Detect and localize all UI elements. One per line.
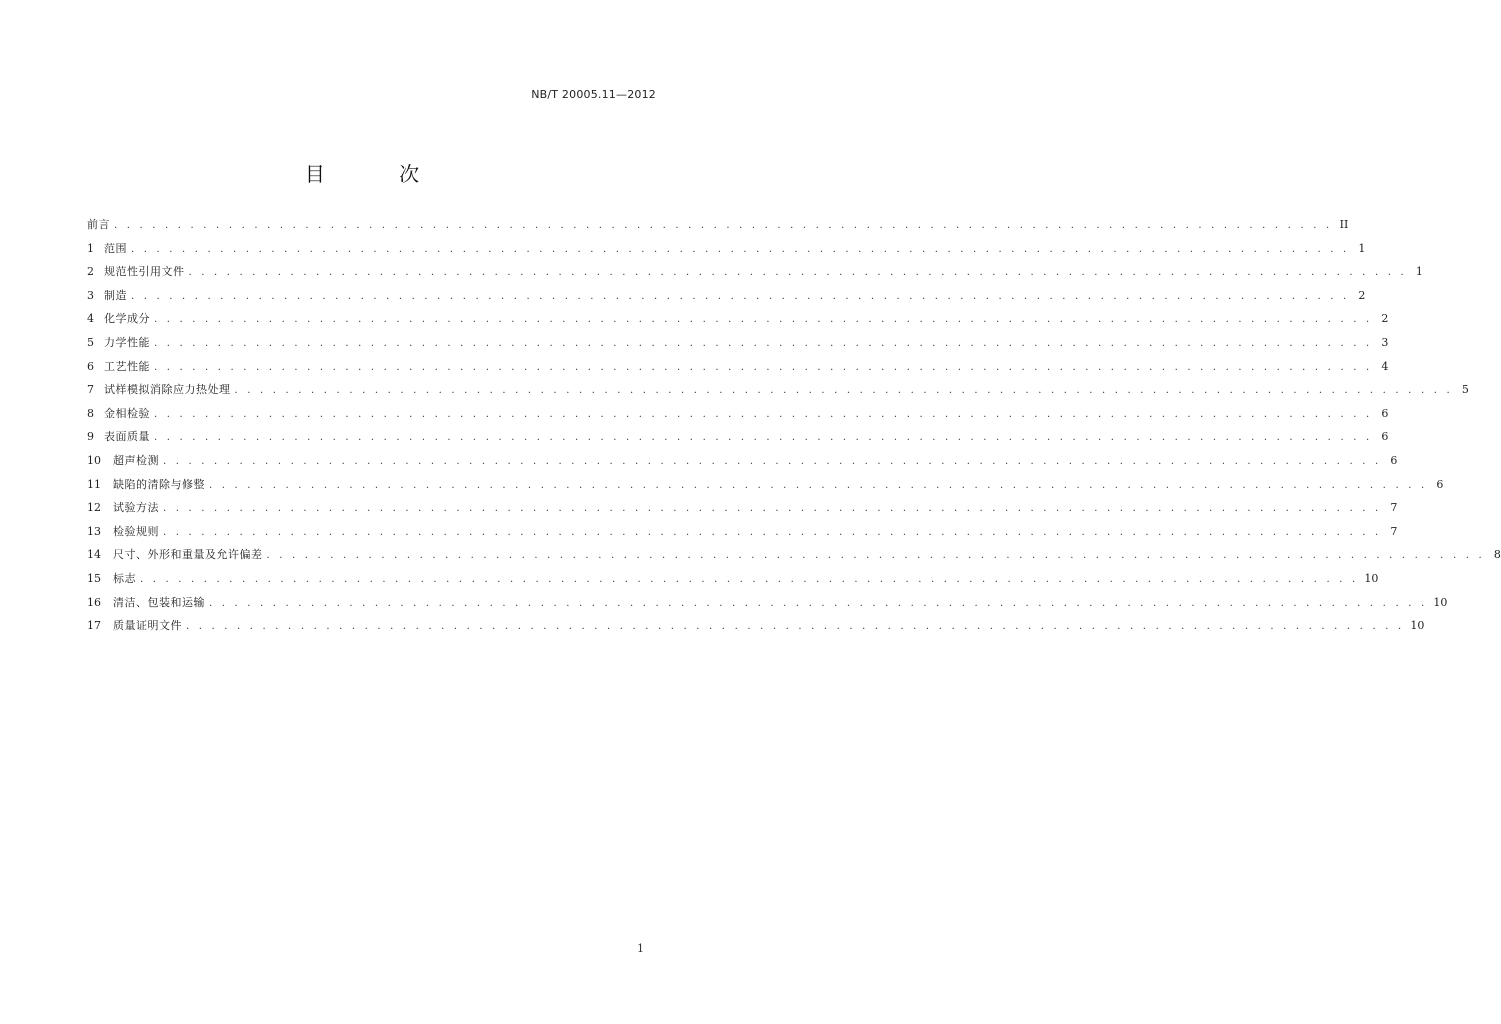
toc-entry-page: 6 <box>1381 406 1389 420</box>
toc-entry-page: 7 <box>1390 524 1398 538</box>
toc-leader-dots: . . . . . . . . . . . . . . . . . . . . . . . . . . . . . . . . . . . . . . . . . . . . . . . . . . . . . . . . . . . . . . . . . . . . . . . . . . . . . . . . . . . . . . . . . . . . . . . . <box>154 314 1373 326</box>
toc-entry-number: 16 <box>87 595 101 609</box>
toc-entry-number: 4 <box>87 312 94 326</box>
toc-entry-page: 10 <box>1364 571 1379 585</box>
toc-leader-dots: . . . . . . . . . . . . . . . . . . . . . . . . . . . . . . . . . . . . . . . . . . . . . . . . . . . . . . . . . . . . . . . . . . . . . . . . . . . . . . . . . . . . . . . . . . . . . . . . <box>154 408 1373 420</box>
page-title: 目 次 <box>304 162 454 186</box>
toc-entry-label: 标志 <box>113 571 136 585</box>
toc-entry-page: 3 <box>1381 335 1389 349</box>
toc-leader-dots: . . . . . . . . . . . . . . . . . . . . . . . . . . . . . . . . . . . . . . . . . . . . . . . . . . . . . . . . . . . . . . . . . . . . . . . . . . . . . . . . . . . . . . . . . . . . . . . . <box>154 432 1373 444</box>
toc-entry-label: 制造 <box>104 288 127 302</box>
toc-entry-label: 试样模拟消除应力热处理 <box>104 383 231 397</box>
toc-leader-dots: . . . . . . . . . . . . . . . . . . . . . . . . . . . . . . . . . . . . . . . . . . . . . . . . . . . . . . . . . . . . . . . . . . . . . . . . . . . . . . . . . . . . . . . . . . . . . . . . <box>131 243 1350 255</box>
toc-entry-14[interactable] <box>87 546 1501 570</box>
page-number: 1 <box>637 942 644 955</box>
toc-leader-dots: . . . . . . . . . . . . . . . . . . . . . . . . . . . . . . . . . . . . . . . . . . . . . . . . . . . . . . . . . . . . . . . . . . . . . . . . . . . . . . . . . . . . . . . . . . . . . . . . <box>163 455 1382 467</box>
toc-entry-4[interactable] <box>87 310 1389 334</box>
toc-entry-label: 工艺性能 <box>104 359 150 373</box>
toc-entry-number: 10 <box>87 453 101 467</box>
toc-leader-dots: . . . . . . . . . . . . . . . . . . . . . . . . . . . . . . . . . . . . . . . . . . . . . . . . . . . . . . . . . . . . . . . . . . . . . . . . . . . . . . . . . . . . . . . . . . . . . . . . <box>154 337 1373 349</box>
toc-entry-3[interactable] <box>87 287 1366 311</box>
toc-entry-page: 6 <box>1436 477 1444 491</box>
toc-entry-page: 2 <box>1358 288 1366 302</box>
toc-entry-8[interactable] <box>87 405 1389 429</box>
toc-entry-number: 6 <box>87 359 94 373</box>
toc-entry-foreword[interactable] <box>87 216 1349 240</box>
toc-entry-13[interactable] <box>87 523 1398 547</box>
toc-entry-page: 5 <box>1461 383 1469 397</box>
toc-entry-label: 前言 <box>87 218 110 231</box>
toc-entry-label: 超声检测 <box>113 453 159 467</box>
toc-entry-7[interactable] <box>87 381 1469 405</box>
toc-entry-label: 质量证明文件 <box>113 619 182 633</box>
toc-leader-dots: . . . . . . . . . . . . . . . . . . . . . . . . . . . . . . . . . . . . . . . . . . . . . . . . . . . . . . . . . . . . . . . . . . . . . . . . . . . . . . . . . . . . . . . . . . . . . . . . <box>131 290 1350 302</box>
toc-entry-6[interactable] <box>87 358 1389 382</box>
toc-entry-number: 9 <box>87 430 94 444</box>
toc-entry-number: 1 <box>87 241 94 255</box>
toc-entry-label: 化学成分 <box>104 312 150 326</box>
toc-entry-number: 13 <box>87 524 101 538</box>
toc-entry-label: 范围 <box>104 241 127 255</box>
toc-entry-label: 缺陷的清除与修整 <box>113 477 205 491</box>
toc-entry-page: II <box>1339 218 1349 231</box>
toc-entry-16[interactable] <box>87 594 1448 618</box>
toc-entry-number: 17 <box>87 619 101 633</box>
toc-entry-number: 3 <box>87 288 94 302</box>
toc-entry-number: 7 <box>87 383 94 397</box>
toc-entry-number: 14 <box>87 548 101 562</box>
toc-entry-label: 金相检验 <box>104 406 150 420</box>
toc-entry-page: 2 <box>1381 312 1389 326</box>
toc-leader-dots: . . . . . . . . . . . . . . . . . . . . . . . . . . . . . . . . . . . . . . . . . . . . . . . . . . . . . . . . . . . . . . . . . . . . . . . . . . . . . . . . . . . . . . . . . . . . . . . . <box>266 550 1485 562</box>
toc-entry-page: 10 <box>1433 595 1448 609</box>
toc-entry-9[interactable] <box>87 428 1389 452</box>
toc-entry-11[interactable] <box>87 476 1444 500</box>
toc-entry-page: 1 <box>1415 265 1423 279</box>
toc-entry-15[interactable] <box>87 570 1379 594</box>
document-number: NB/T 20005.11—2012 <box>531 88 656 101</box>
toc-entry-number: 15 <box>87 571 101 585</box>
toc-leader-dots: . . . . . . . . . . . . . . . . . . . . . . . . . . . . . . . . . . . . . . . . . . . . . . . . . . . . . . . . . . . . . . . . . . . . . . . . . . . . . . . . . . . . . . . . . . . . . . . . <box>234 385 1453 397</box>
toc-entry-10[interactable] <box>87 452 1398 476</box>
toc-leader-dots: . . . . . . . . . . . . . . . . . . . . . . . . . . . . . . . . . . . . . . . . . . . . . . . . . . . . . . . . . . . . . . . . . . . . . . . . . . . . . . . . . . . . . . . . . . . . . . . . <box>188 267 1407 279</box>
toc-entry-1[interactable] <box>87 240 1366 264</box>
toc-entry-label: 规范性引用文件 <box>104 265 185 279</box>
toc-entry-page: 1 <box>1358 241 1366 255</box>
toc-leader-dots: . . . . . . . . . . . . . . . . . . . . . . . . . . . . . . . . . . . . . . . . . . . . . . . . . . . . . . . . . . . . . . . . . . . . . . . . . . . . . . . . . . . . . . . . . . . . . . . . <box>209 479 1428 491</box>
toc-leader-dots: . . . . . . . . . . . . . . . . . . . . . . . . . . . . . . . . . . . . . . . . . . . . . . . . . . . . . . . . . . . . . . . . . . . . . . . . . . . . . . . . . . . . . . . . . . . . . . . . <box>140 573 1359 585</box>
toc-leader-dots: . . . . . . . . . . . . . . . . . . . . . . . . . . . . . . . . . . . . . . . . . . . . . . . . . . . . . . . . . . . . . . . . . . . . . . . . . . . . . . . . . . . . . . . . . . . . . . . . <box>163 503 1382 515</box>
toc-entry-number: 5 <box>87 335 94 349</box>
toc-entry-label: 表面质量 <box>104 430 150 444</box>
toc-entry-number: 8 <box>87 406 94 420</box>
toc-entry-number: 11 <box>87 477 101 491</box>
toc-entry-label: 试验方法 <box>113 501 159 515</box>
toc-entry-label: 检验规则 <box>113 524 159 538</box>
toc-entry-page: 7 <box>1390 501 1398 515</box>
table-of-contents <box>87 216 1501 641</box>
toc-entry-12[interactable] <box>87 499 1398 523</box>
toc-entry-number: 2 <box>87 265 94 279</box>
toc-entry-label: 尺寸、外形和重量及允许偏差 <box>113 548 263 562</box>
toc-entry-label: 力学性能 <box>104 335 150 349</box>
toc-leader-dots: . . . . . . . . . . . . . . . . . . . . . . . . . . . . . . . . . . . . . . . . . . . . . . . . . . . . . . . . . . . . . . . . . . . . . . . . . . . . . . . . . . . . . . . . . . . . . . . . <box>209 597 1428 609</box>
toc-leader-dots: . . . . . . . . . . . . . . . . . . . . . . . . . . . . . . . . . . . . . . . . . . . . . . . . . . . . . . . . . . . . . . . . . . . . . . . . . . . . . . . . . . . . . . . . . . . . . . . . <box>114 220 1333 231</box>
toc-entry-page: 4 <box>1381 359 1389 373</box>
toc-entry-5[interactable] <box>87 334 1389 358</box>
toc-leader-dots: . . . . . . . . . . . . . . . . . . . . . . . . . . . . . . . . . . . . . . . . . . . . . . . . . . . . . . . . . . . . . . . . . . . . . . . . . . . . . . . . . . . . . . . . . . . . . . . . <box>163 526 1382 538</box>
toc-entry-page: 10 <box>1410 619 1425 633</box>
toc-entry-number: 12 <box>87 501 101 515</box>
toc-entry-label: 清洁、包装和运输 <box>113 595 205 609</box>
toc-entry-page: 6 <box>1390 453 1398 467</box>
toc-entry-page: 6 <box>1381 430 1389 444</box>
toc-leader-dots: . . . . . . . . . . . . . . . . . . . . . . . . . . . . . . . . . . . . . . . . . . . . . . . . . . . . . . . . . . . . . . . . . . . . . . . . . . . . . . . . . . . . . . . . . . . . . . . . <box>154 361 1373 373</box>
toc-entry-2[interactable] <box>87 263 1423 287</box>
toc-entry-17[interactable] <box>87 617 1425 641</box>
toc-leader-dots: . . . . . . . . . . . . . . . . . . . . . . . . . . . . . . . . . . . . . . . . . . . . . . . . . . . . . . . . . . . . . . . . . . . . . . . . . . . . . . . . . . . . . . . . . . . . . . . . <box>186 621 1405 633</box>
toc-entry-page: 8 <box>1493 548 1501 562</box>
